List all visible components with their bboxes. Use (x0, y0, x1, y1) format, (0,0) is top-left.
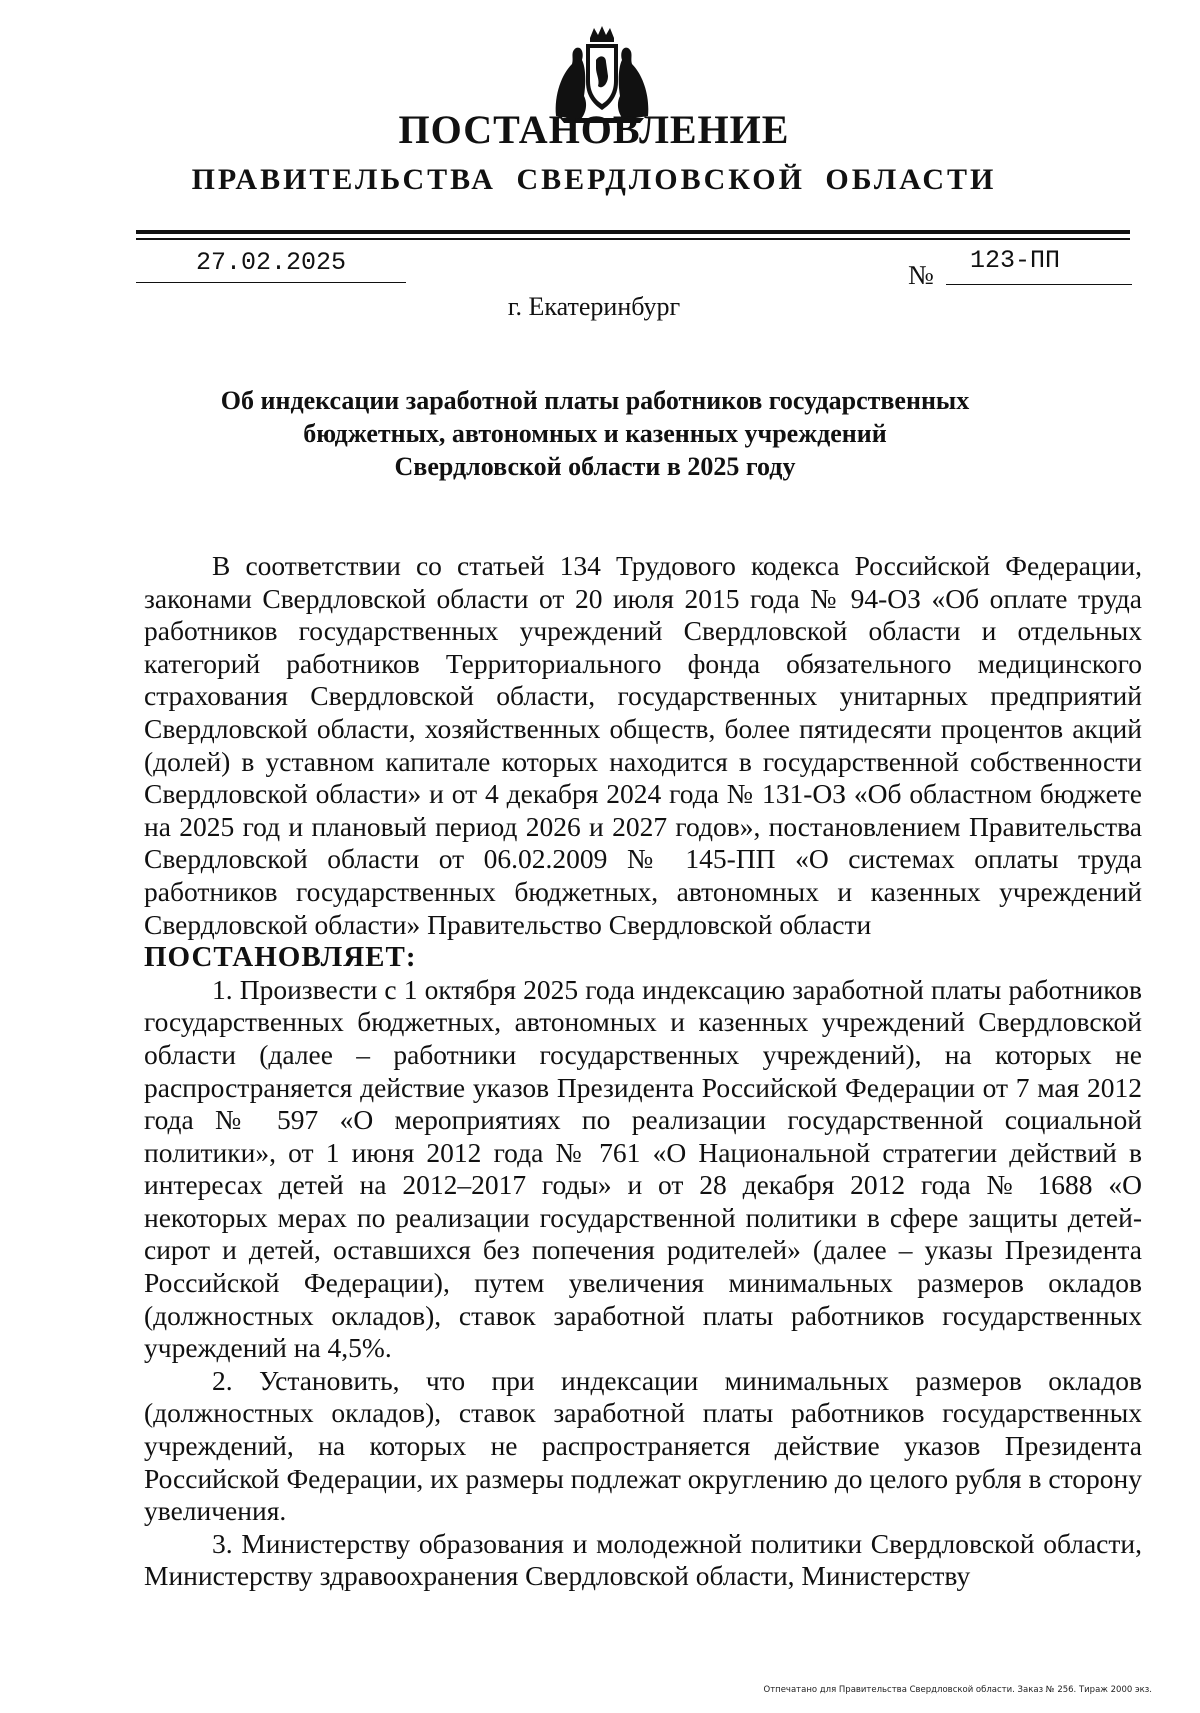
city: г. Екатеринбург (507, 292, 681, 321)
clause-paragraph: 3. Министерству образования и молодежной политики Свердловской области, Министерству здравоохранения Свердловской области, Министерству (144, 1527, 1142, 1592)
header-rule-thick (136, 230, 1130, 234)
date-underline (136, 282, 406, 283)
print-footer: Отпечатано для Правительства Свердловской области. Заказ № 256. Тираж 2000 экз. (763, 1685, 1152, 1695)
document-body (144, 550, 1142, 1593)
preamble-paragraph: В соответствии со статьей 134 Трудового кодекса Российской Федерации, законами Свердловской области от 20 июля 2015 года № 94-ОЗ «Об оплате труда работников государственных учреждений Свердловской области и отдельных категорий работников Территориального фонда обязательного медицинского страхования Свердловской области, государственных унитарных предприятий Свердловской области, хозяйственных обществ, более пятидесяти процентов акций (долей) в уставном капитале которых находится в государственной собственности Свердловской области» и от 4 декабря 2024 года № 131-ОЗ «Об областном бюджете на 2025 год и плановый период 2026 и 2027 годов», постановлением Правительства Свердловской области от 06.02.2009 № 145-ПП «О системах оплаты труда работников государственных бюджетных, автономных и казенных учреждений Свердловской области» Правительство Свердловской области (144, 550, 1142, 940)
clause-paragraph: 2. Установить, что при индексации минимальных размеров окладов (должностных окладов), ставок заработной платы работников государственных учреждений, на которых не распространяется действие указов Президента Российской Федерации, их размеры подлежат округлению до целого рубля в сторону увеличения. (144, 1364, 1142, 1527)
document-date: 27.02.2025 (196, 248, 347, 277)
heading-line: Об индексации заработной платы работников государственных (220, 386, 970, 415)
document-heading (180, 384, 1010, 483)
document-number: 123-ПП (970, 246, 1061, 275)
heading-line: Свердловской области в 2025 году (394, 452, 796, 481)
document-subtitle: ПРАВИТЕЛЬСТВА СВЕРДЛОВСКОЙ ОБЛАСТИ (191, 163, 997, 196)
decree-word: ПОСТАНОВЛЯЕТ: (144, 941, 417, 974)
clause-paragraph: 1. Произвести с 1 октября 2025 года индексацию заработной платы работников государственных бюджетных, автономных и казенных учреждений Свердловской области (далее – работники государственных учреждений), на которых не распространяется действие указов Президента Российской Федерации от 7 мая 2012 года № 597 «О мероприятиях по реализации государственной социальной политики», от 1 июня 2012 года № 761 «О Национальной стратегии действий в интересах детей на 2012–2017 годы» и от 28 декабря 2012 года № 1688 «О некоторых мерах по реализации государственной политики в сфере защиты детей-сирот и детей, оставшихся без попечения родителей» (далее – указы Президента Российской Федерации), путем увеличения минимальных размеров окладов (должностных окладов), ставок заработной платы работников государственных учреждений на 4,5%. (144, 973, 1142, 1364)
heading-line: бюджетных, автономных и казенных учреждений (303, 419, 887, 448)
header-rule-thin (136, 238, 1130, 240)
document-title: ПОСТАНОВЛЕНИЕ (398, 107, 790, 152)
number-underline (946, 284, 1132, 285)
number-label: № (908, 260, 934, 290)
